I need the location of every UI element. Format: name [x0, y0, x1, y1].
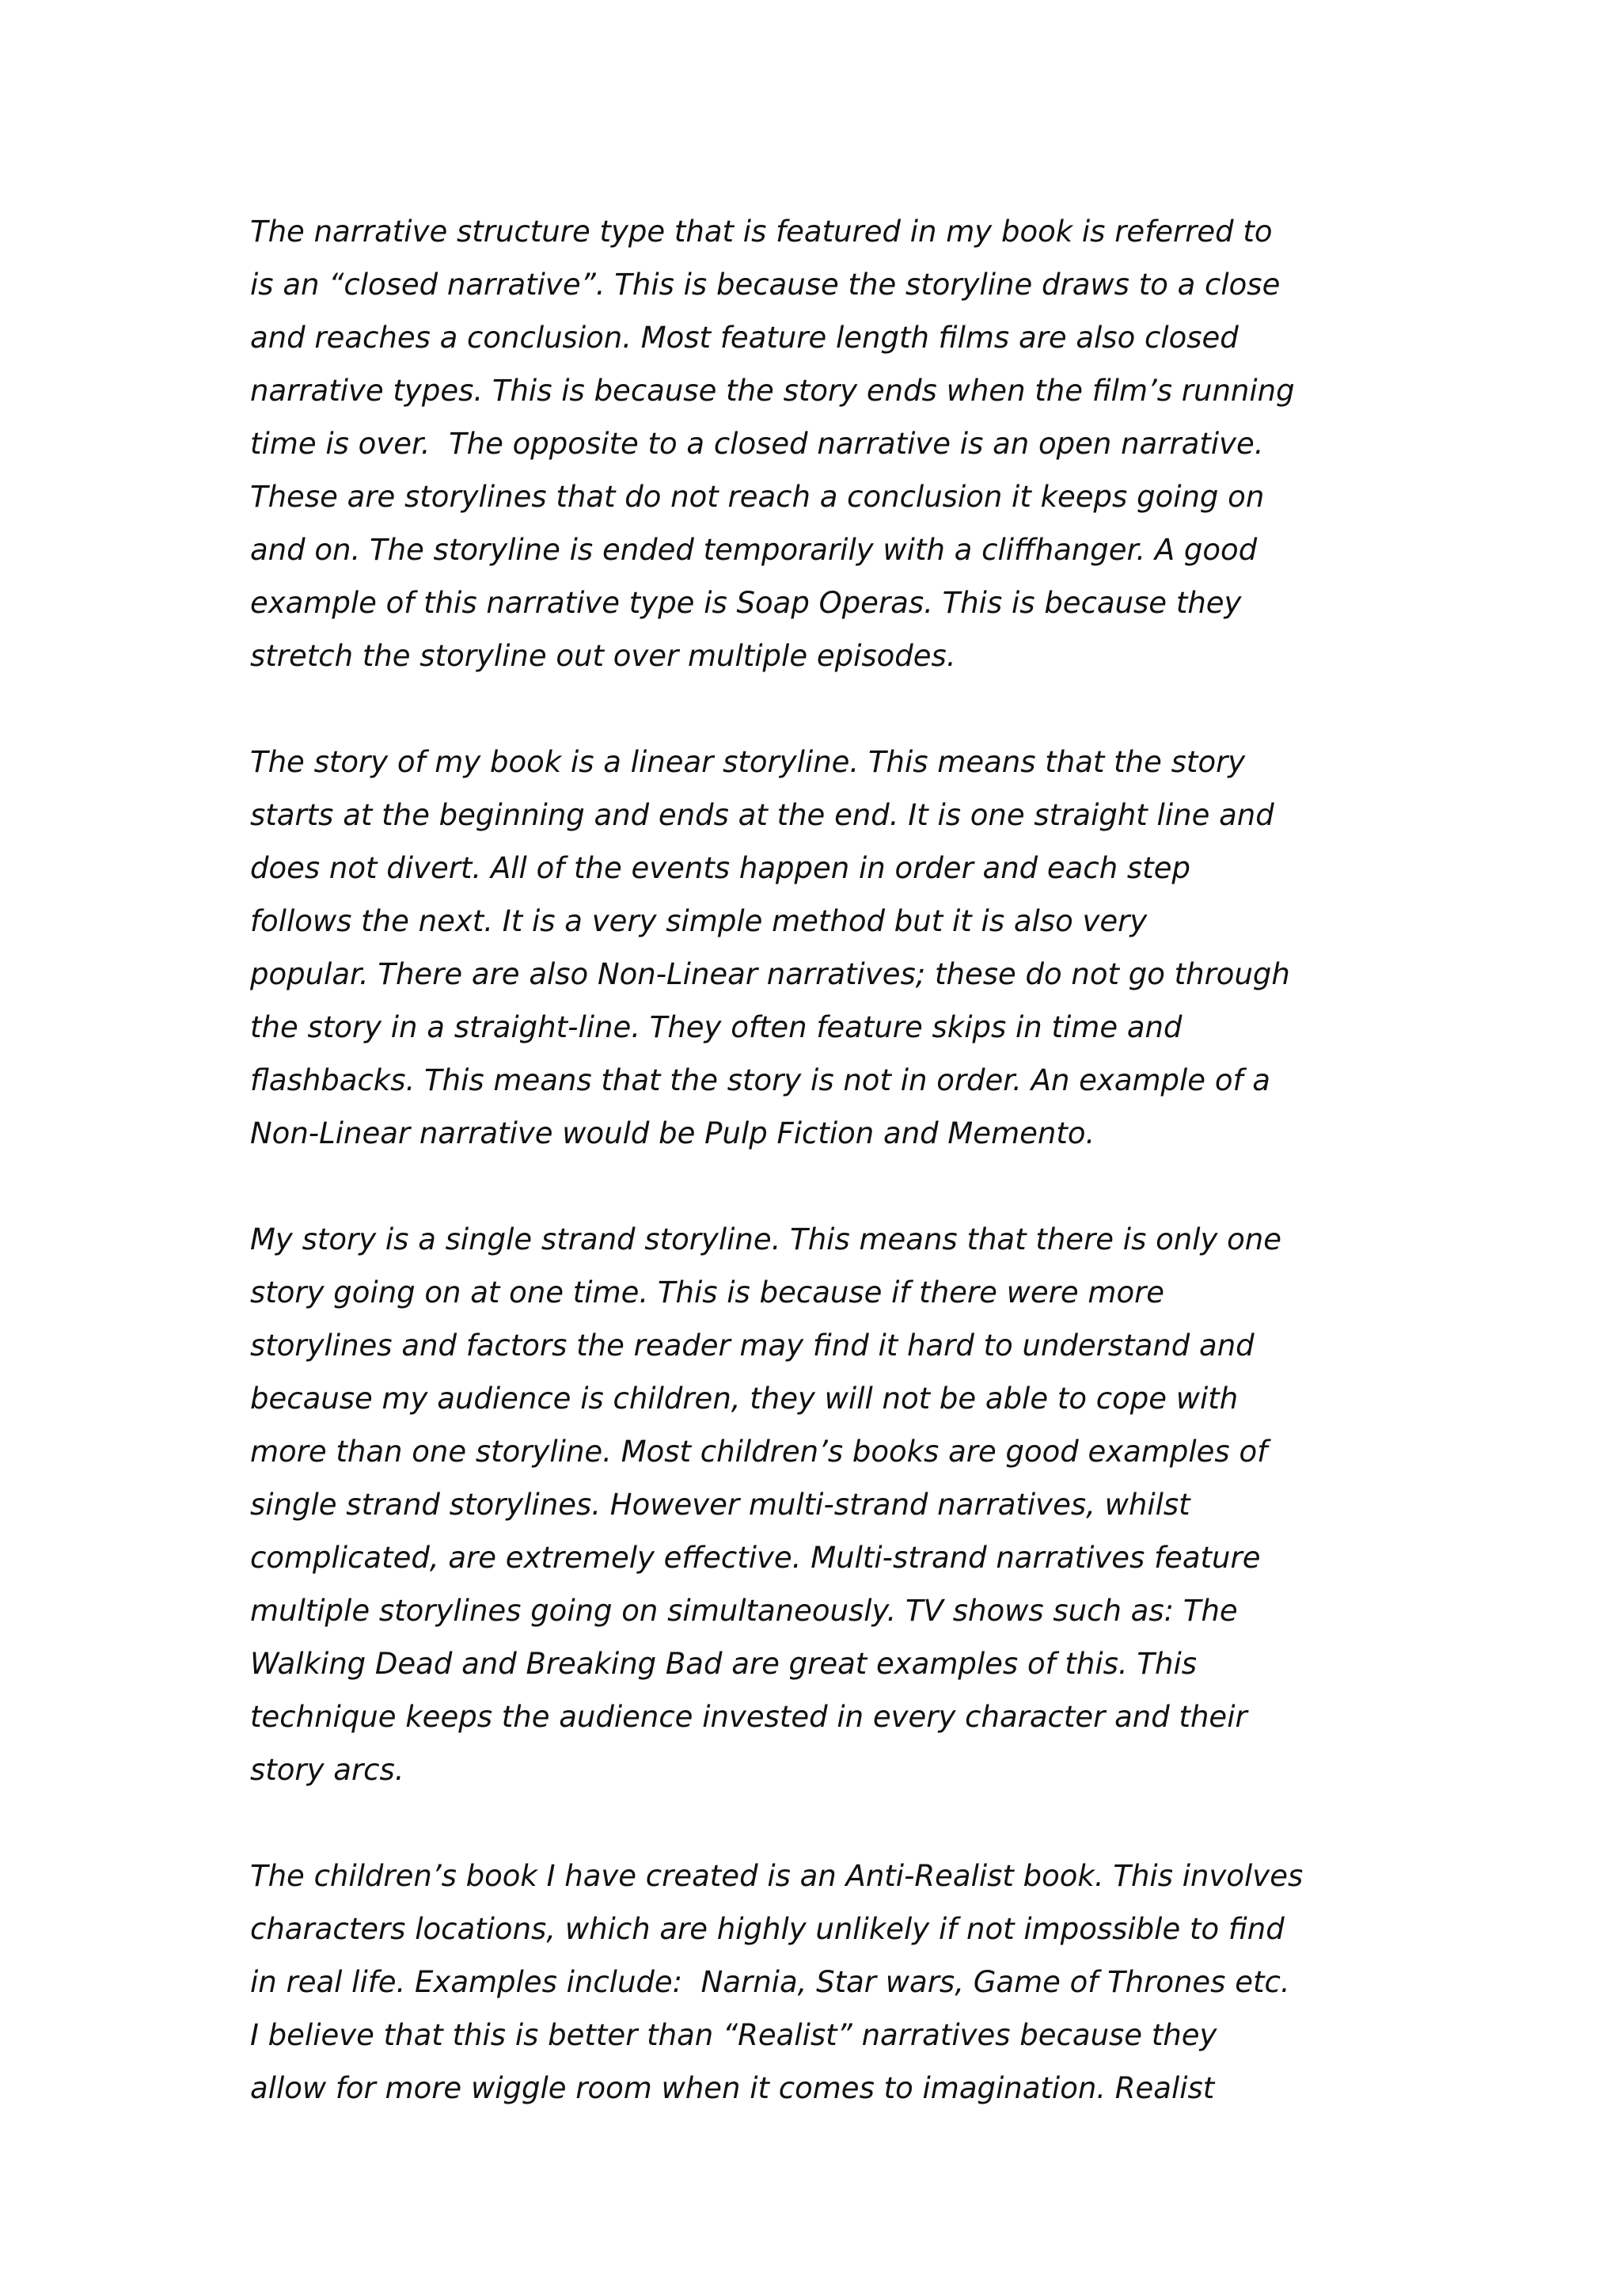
text-line: technique keeps the audience invested in every character and their — [250, 1700, 1247, 1734]
text-line: I believe that this is better than “Realist” narratives because they — [250, 2018, 1217, 2052]
text-line: starts at the beginning and ends at the end. It is one straight line and — [250, 798, 1274, 832]
paragraph-single-strand — [250, 1213, 1398, 1796]
paragraph-anti-realist — [250, 1849, 1398, 2115]
text-line: the story in a straight-line. They often feature skips in time and — [250, 1010, 1183, 1044]
document-body — [250, 205, 1398, 2168]
text-line: does not divert. All of the events happen in order and each step — [250, 851, 1190, 885]
text-line: The children’s book I have created is an Anti-Realist book. This involves — [250, 1859, 1304, 1893]
text-line: in real life. Examples include: Narnia, Star wars, Game of Thrones etc. — [250, 1965, 1290, 1999]
text-line: My story is a single strand storyline. This means that there is only one — [250, 1222, 1282, 1256]
text-line: story going on at one time. This is because if there were more — [250, 1275, 1165, 1310]
text-line: single strand storylines. However multi-strand narratives, whilst — [250, 1488, 1190, 1522]
text-line: stretch the storyline out over multiple episodes. — [250, 639, 956, 673]
text-line: example of this narrative type is Soap Operas. This is because they — [250, 586, 1242, 620]
text-line: characters locations, which are highly unlikely if not impossible to find — [250, 1912, 1285, 1946]
text-line: because my audience is children, they will not be able to cope with — [250, 1382, 1239, 1416]
text-line: multiple storylines going on simultaneously. TV shows such as: The — [250, 1594, 1238, 1628]
text-line: complicated, are extremely effective. Multi-strand narratives feature — [250, 1541, 1261, 1575]
paragraph-linear-storyline — [250, 736, 1398, 1160]
text-line: is an “closed narrative”. This is because the storyline draws to a close — [250, 268, 1281, 302]
text-line: Walking Dead and Breaking Bad are great examples of this. This — [250, 1647, 1198, 1681]
text-line: story arcs. — [250, 1753, 404, 1787]
text-line: storylines and factors the reader may find it hard to understand and — [250, 1329, 1255, 1363]
text-line: follows the next. It is a very simple method but it is also very — [250, 904, 1148, 938]
text-line: and on. The storyline is ended temporarily with a cliffhanger. A good — [250, 533, 1258, 567]
paragraph-closed-narrative — [250, 205, 1398, 682]
text-line: These are storylines that do not reach a conclusion it keeps going on — [250, 480, 1265, 514]
text-line: narrative types. This is because the story ends when the film’s running — [250, 374, 1295, 408]
text-line: more than one storyline. Most children’s books are good examples of — [250, 1435, 1268, 1469]
text-line: The narrative structure type that is featured in my book is referred to — [250, 215, 1273, 249]
text-line: and reaches a conclusion. Most feature length films are also closed — [250, 321, 1239, 355]
text-line: The story of my book is a linear storyline. This means that the story — [250, 745, 1246, 779]
text-line: allow for more wiggle room when it comes to imagination. Realist — [250, 2071, 1215, 2105]
text-line: flashbacks. This means that the story is not in order. An example of a — [250, 1063, 1270, 1097]
text-line: Non-Linear narrative would be Pulp Fiction and Memento. — [250, 1116, 1095, 1150]
text-line: popular. There are also Non-Linear narratives; these do not go through — [250, 957, 1290, 991]
text-line: time is over. The opposite to a closed narrative is an open narrative. — [250, 427, 1264, 461]
